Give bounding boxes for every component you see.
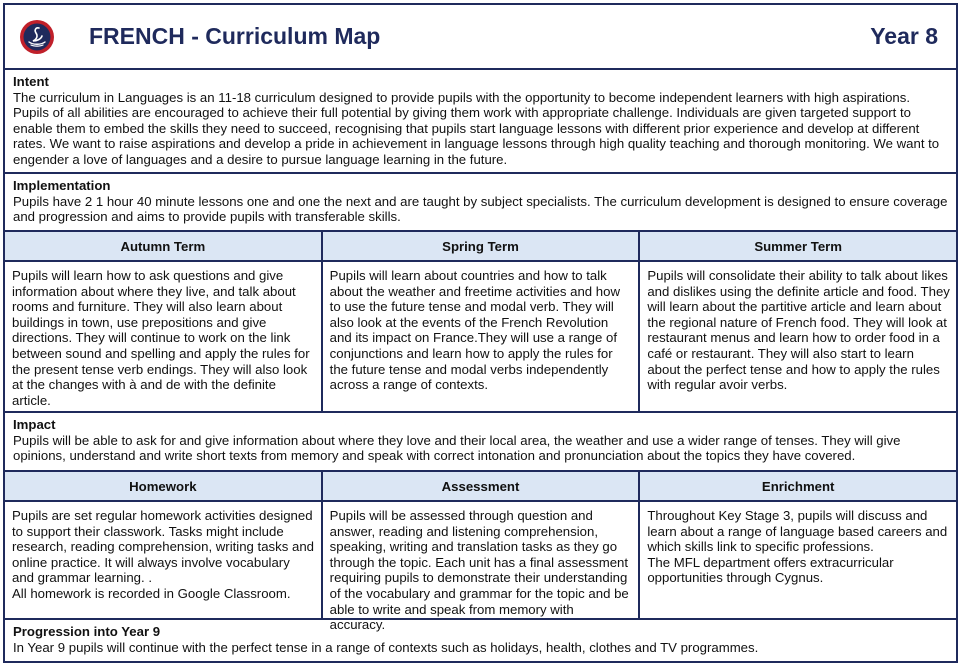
impact-heading: Impact: [13, 417, 56, 432]
spring-term-text: Pupils will learn about countries and how to talk about the weather and freetime activities and how to use the future tense and modal verb. They will also look at the events of the French Revolution and its impact on France.They will use a range of conjunctions and learn how to apply the rules for the future tense and modal verbs independently across a range of contexts.: [323, 262, 641, 411]
extras-headers: [5, 472, 956, 502]
impact-section: [5, 413, 956, 472]
intent-section: [5, 70, 956, 174]
progression-section: [5, 620, 956, 661]
intent-text: The curriculum in Languages is an 11-18 curriculum designed to provide pupils with the opportunity to become independent learners with high aspirations. Pupils of all abilities are encouraged to achieve their full potential by giving them work with appropriate challenge. Individuals are given targeted support to enable them to embed the skills they need to succeed, recognising that pupils start language lessons with different prior experience and develop at different rates. We want to raise aspirations and develop a pride in achievement in language lessons through high quality teaching and thorough monitoring. We want to engender a love of languages and a desire to pursue language learning in the future.: [13, 89, 940, 167]
impact-text: Pupils will be able to ask for and give information about where they love and their local area, the weather and use a wider range of tenses. They will give opinions, understand and write short texts from memory and speak with correct intonation and pronunciation about the topics they have covered.: [13, 432, 901, 464]
page-header: [5, 5, 956, 70]
progression-text: In Year 9 pupils will continue with the perfect tense in a range of contexts such as holidays, health, clothes and TV programmes.: [13, 639, 759, 655]
enrichment-header: Enrichment: [640, 472, 956, 500]
intent-heading: Intent: [13, 74, 49, 89]
curriculum-map: [3, 3, 958, 663]
homework-header: Homework: [5, 472, 323, 500]
implementation-text: Pupils have 2 1 hour 40 minute lessons one and one the next and are taught by subject specialists. The curriculum development is designed to ensure coverage and progression and aims to provide pupils with transferable skills.: [13, 193, 948, 225]
assessment-header: Assessment: [323, 472, 641, 500]
implementation-section: [5, 174, 956, 232]
enrichment-text: Throughout Key Stage 3, pupils will discuss and learn about a range of language based careers and which skills link to specific professions. The MFL department offers extracurricular opportunities through Cygnus.: [647, 508, 948, 586]
autumn-term-header: Autumn Term: [5, 232, 323, 260]
progression-heading: Progression into Year 9: [13, 624, 161, 639]
implementation-heading: Implementation: [13, 178, 111, 193]
swan-logo-icon: [19, 19, 55, 55]
page-title: FRENCH - Curriculum Map: [89, 23, 381, 49]
autumn-term-text: Pupils will learn how to ask questions and give information about where they live, and talk about rooms and furniture. They will also learn about buildings in town, use prepositions and give directions. They will continue to work on the link between sound and spelling and apply the rules for the present tense verb endings. They will also look at the changes with à and de with the definite article.: [5, 262, 323, 411]
term-headers: [5, 232, 956, 262]
year-label: Year 8: [870, 23, 938, 49]
summer-term-header: Summer Term: [640, 232, 956, 260]
summer-term-text: Pupils will consolidate their ability to talk about likes and dislikes using the definite article and food. They will learn about the partitive article and learn about the regional nature of French food. They will look at restaurant menus and learn how to order food in a café or restaurant. They will also start to learn about the perfect tense and how to apply the rules with regular avoir verbs.: [647, 268, 950, 393]
term-content: [5, 262, 956, 413]
assessment-text: Pupils will be assessed through question and answer, reading and listening comprehension, speaking, writing and translation tasks as they go through the topic. Each unit has a final assessment requiring pupils to demonstrate their understanding of the vocabulary and grammar for the topic and be able to write and speak from memory with accuracy.: [323, 502, 641, 618]
homework-text: Pupils are set regular homework activities designed to support their classwork. Tasks might include research, reading comprehension, writing tasks and online practice. It will always involve vocabulary and grammar learning. . All homework is recorded in Google Classroom.: [5, 502, 323, 618]
spring-term-header: Spring Term: [323, 232, 641, 260]
